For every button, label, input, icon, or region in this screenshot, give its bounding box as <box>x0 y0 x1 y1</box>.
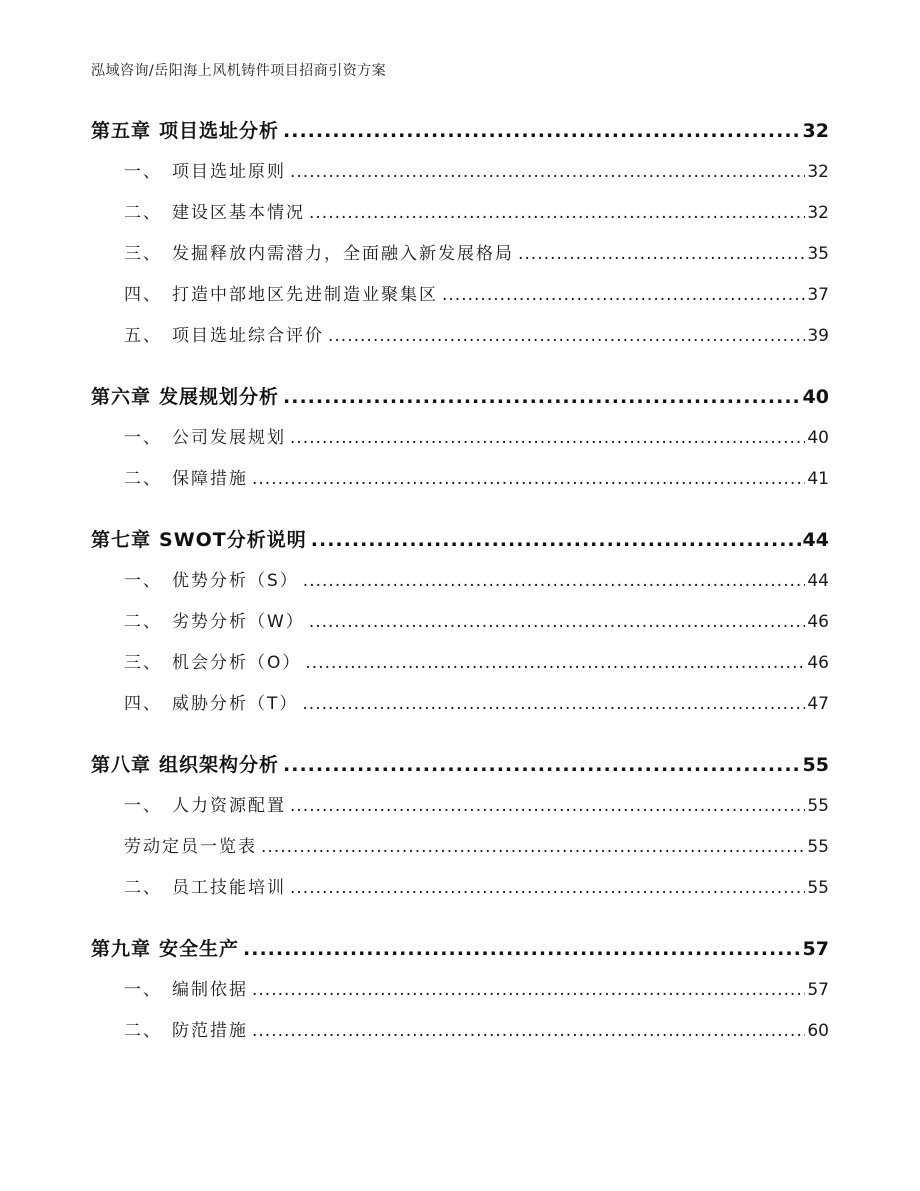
page-number: 41 <box>807 469 829 489</box>
section-number: 一、 <box>124 428 162 448</box>
page-number: 32 <box>807 203 829 223</box>
section-title: 威胁分析（T） <box>172 694 299 714</box>
toc-section[interactable] <box>91 239 829 280</box>
chapter-label: 第七章 <box>91 529 152 551</box>
toc-section[interactable] <box>91 689 829 730</box>
chapter-title: 安全生产 <box>159 938 240 960</box>
dot-leader <box>305 653 805 673</box>
toc-section[interactable] <box>91 280 829 321</box>
chapter-label: 第五章 <box>91 120 152 142</box>
dot-leader <box>328 326 805 346</box>
section-title: 防范措施 <box>172 1021 248 1041</box>
dot-leader <box>290 878 805 898</box>
dot-leader <box>518 244 805 264</box>
toc-section[interactable] <box>91 321 829 362</box>
chapter-title: 发展规划分析 <box>159 386 280 408</box>
section-title: 人力资源配置 <box>172 796 286 816</box>
section-number: 二、 <box>124 469 162 489</box>
chapter-label: 第九章 <box>91 938 152 960</box>
dot-leader <box>302 694 805 714</box>
page-number: 46 <box>807 653 829 673</box>
chapter-title: SWOT分析说明 <box>159 529 307 551</box>
chapter-title: 项目选址分析 <box>159 120 280 142</box>
toc-section[interactable] <box>91 648 829 689</box>
section-number: 二、 <box>124 203 162 223</box>
page-number: 57 <box>807 980 829 1000</box>
page-number: 40 <box>807 428 829 448</box>
toc-section[interactable] <box>91 873 829 914</box>
section-title: 优势分析（S） <box>172 571 299 591</box>
section-number: 一、 <box>124 571 162 591</box>
page-number: 55 <box>807 837 829 857</box>
section-number: 一、 <box>124 162 162 182</box>
dot-leader <box>283 120 801 142</box>
page-number: 55 <box>802 754 829 776</box>
dot-leader <box>252 1021 805 1041</box>
section-title: 编制依据 <box>172 980 248 1000</box>
page-number: 55 <box>807 878 829 898</box>
toc-section[interactable] <box>91 198 829 239</box>
page-number: 39 <box>807 326 829 346</box>
section-title: 劣势分析（W） <box>172 612 305 632</box>
toc-section[interactable] <box>91 423 829 464</box>
page-number: 32 <box>802 120 829 142</box>
dot-leader <box>442 285 805 305</box>
toc-section[interactable] <box>91 157 829 198</box>
section-number: 二、 <box>124 1021 162 1041</box>
chapter-label: 第六章 <box>91 386 152 408</box>
dot-leader <box>290 428 805 448</box>
page-number: 55 <box>807 796 829 816</box>
page-number: 57 <box>802 938 829 960</box>
page-number: 37 <box>807 285 829 305</box>
toc-section[interactable] <box>91 1016 829 1057</box>
dot-leader <box>290 796 805 816</box>
dot-leader <box>252 980 805 1000</box>
page-header: 泓域咨询/岳阳海上风机铸件项目招商引资方案 <box>91 63 387 79</box>
section-title: 机会分析（O） <box>172 653 302 673</box>
section-title: 保障措施 <box>172 469 248 489</box>
page-number: 35 <box>807 244 829 264</box>
section-number: 三、 <box>124 653 162 673</box>
toc-chapter-5[interactable] <box>91 116 829 157</box>
toc-chapter-6[interactable] <box>91 382 829 423</box>
dot-leader <box>311 529 801 551</box>
toc-section[interactable] <box>91 791 829 832</box>
chapter-title: 组织架构分析 <box>159 754 280 776</box>
section-number: 三、 <box>124 244 162 264</box>
section-title: 公司发展规划 <box>172 428 286 448</box>
table-of-contents <box>91 116 829 1057</box>
toc-section[interactable] <box>91 832 829 873</box>
dot-leader <box>261 837 805 857</box>
toc-section[interactable] <box>91 566 829 607</box>
page-number: 44 <box>802 529 829 551</box>
page-number: 46 <box>807 612 829 632</box>
section-number: 二、 <box>124 878 162 898</box>
dot-leader <box>252 469 805 489</box>
dot-leader <box>309 203 805 223</box>
page-number: 32 <box>807 162 829 182</box>
section-number: 一、 <box>124 796 162 816</box>
dot-leader <box>283 754 801 776</box>
toc-chapter-9[interactable] <box>91 934 829 975</box>
toc-section[interactable] <box>91 607 829 648</box>
page-number: 40 <box>802 386 829 408</box>
toc-chapter-8[interactable] <box>91 750 829 791</box>
page-number: 60 <box>807 1021 829 1041</box>
page-number: 47 <box>807 694 829 714</box>
section-title: 项目选址综合评价 <box>172 326 324 346</box>
section-number: 二、 <box>124 612 162 632</box>
toc-section[interactable] <box>91 975 829 1016</box>
section-number: 四、 <box>124 285 162 305</box>
dot-leader <box>290 162 805 182</box>
section-number: 五、 <box>124 326 162 346</box>
dot-leader <box>283 386 801 408</box>
section-number: 一、 <box>124 980 162 1000</box>
toc-section[interactable] <box>91 464 829 505</box>
dot-leader <box>303 571 805 591</box>
section-title: 建设区基本情况 <box>172 203 305 223</box>
section-title: 项目选址原则 <box>172 162 286 182</box>
section-title: 员工技能培训 <box>172 878 286 898</box>
toc-chapter-7[interactable] <box>91 525 829 566</box>
section-title: 劳动定员一览表 <box>124 837 257 857</box>
chapter-label: 第八章 <box>91 754 152 776</box>
section-number: 四、 <box>124 694 162 714</box>
page-number: 44 <box>807 571 829 591</box>
dot-leader <box>309 612 805 632</box>
dot-leader <box>243 938 801 960</box>
section-title: 打造中部地区先进制造业聚集区 <box>172 285 438 305</box>
section-title: 发掘释放内需潜力，全面融入新发展格局 <box>172 244 514 264</box>
